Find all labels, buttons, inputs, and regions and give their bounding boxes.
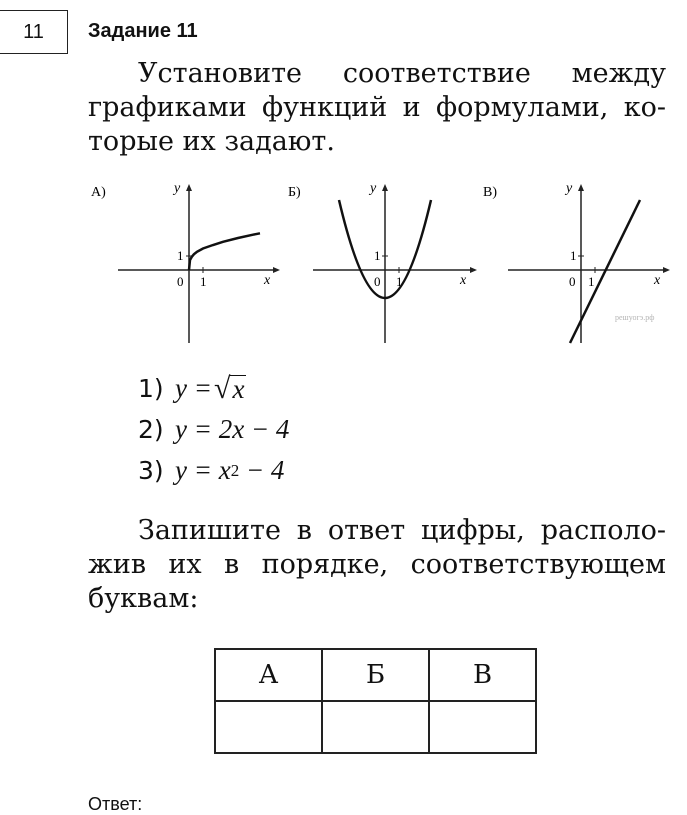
- answer-cell-a[interactable]: [215, 701, 322, 753]
- statement-line: графиками функций и формулами, ко-: [88, 92, 666, 123]
- y-axis-label: y: [174, 181, 181, 196]
- origin-label: 0: [177, 274, 184, 289]
- x-tick-label: 1: [396, 274, 403, 289]
- x-axis-arrow: [663, 267, 670, 273]
- statement-line: Установите соответствие между: [138, 58, 666, 89]
- y-axis-label: y: [370, 181, 377, 196]
- x-axis-label: x: [264, 273, 271, 288]
- header-cell-a: А: [215, 649, 322, 701]
- function-graphs: [88, 178, 678, 348]
- formula-lhs: y =: [175, 373, 212, 403]
- y-tick-label: 1: [374, 248, 381, 263]
- x-axis-arrow: [470, 267, 477, 273]
- answer-table: [214, 648, 537, 754]
- x-axis-arrow: [273, 267, 280, 273]
- origin-label: 0: [569, 274, 576, 289]
- x-tick-label: 1: [200, 274, 207, 289]
- formula-1: [138, 368, 289, 409]
- formula-list: [138, 368, 289, 491]
- formula-3: [138, 450, 289, 491]
- answer-row: [215, 701, 536, 753]
- task-title: Задание 11: [88, 20, 198, 42]
- y-axis-arrow: [578, 184, 584, 191]
- x-tick-label: 1: [588, 274, 595, 289]
- radicand: x: [232, 374, 245, 404]
- graph-b: [288, 181, 477, 343]
- sqrt-sign-icon: √: [213, 371, 231, 405]
- formula-expression: y = 2x − 4: [175, 414, 290, 444]
- task-number: 11: [23, 20, 44, 43]
- answer-cell-v[interactable]: [429, 701, 536, 753]
- watermark: решуогэ.рф: [615, 313, 655, 322]
- instruction-line: Запишите в ответ цифры, располо-: [138, 515, 666, 546]
- instruction-line: жив их в порядке, соответствующем: [88, 549, 666, 580]
- instruction-line: буквам:: [88, 583, 199, 614]
- task-statement: [88, 57, 666, 159]
- x-axis-label: x: [460, 273, 467, 288]
- formula-lhs: y = x: [175, 455, 231, 485]
- answer-instruction: [88, 514, 666, 616]
- header-cell-b: Б: [322, 649, 429, 701]
- formula-number: 3): [138, 456, 164, 485]
- task-number-box: [0, 10, 68, 54]
- y-axis-arrow: [382, 184, 388, 191]
- graph-label: А): [91, 185, 106, 200]
- header-row: [215, 649, 536, 701]
- formula-2: [138, 409, 289, 450]
- formula-number: 1): [138, 374, 164, 403]
- graph-c: [483, 181, 670, 343]
- y-tick-label: 1: [570, 248, 577, 263]
- header-cell-v: В: [429, 649, 536, 701]
- graph-a: [91, 181, 280, 343]
- y-tick-label: 1: [177, 248, 184, 263]
- formula-number: 2): [138, 415, 164, 444]
- graph-label: Б): [288, 185, 301, 200]
- graph-label: В): [483, 185, 497, 200]
- formula-rest: − 4: [239, 455, 285, 485]
- y-axis-arrow: [186, 184, 192, 191]
- origin-label: 0: [374, 274, 381, 289]
- sqrt-curve: [189, 233, 260, 270]
- answer-cell-b[interactable]: [322, 701, 429, 753]
- statement-line: торые их задают.: [88, 126, 335, 157]
- x-axis-label: x: [654, 273, 661, 288]
- answer-label: Ответ:: [88, 794, 143, 814]
- exponent: 2: [230, 460, 240, 480]
- y-axis-label: y: [566, 181, 573, 196]
